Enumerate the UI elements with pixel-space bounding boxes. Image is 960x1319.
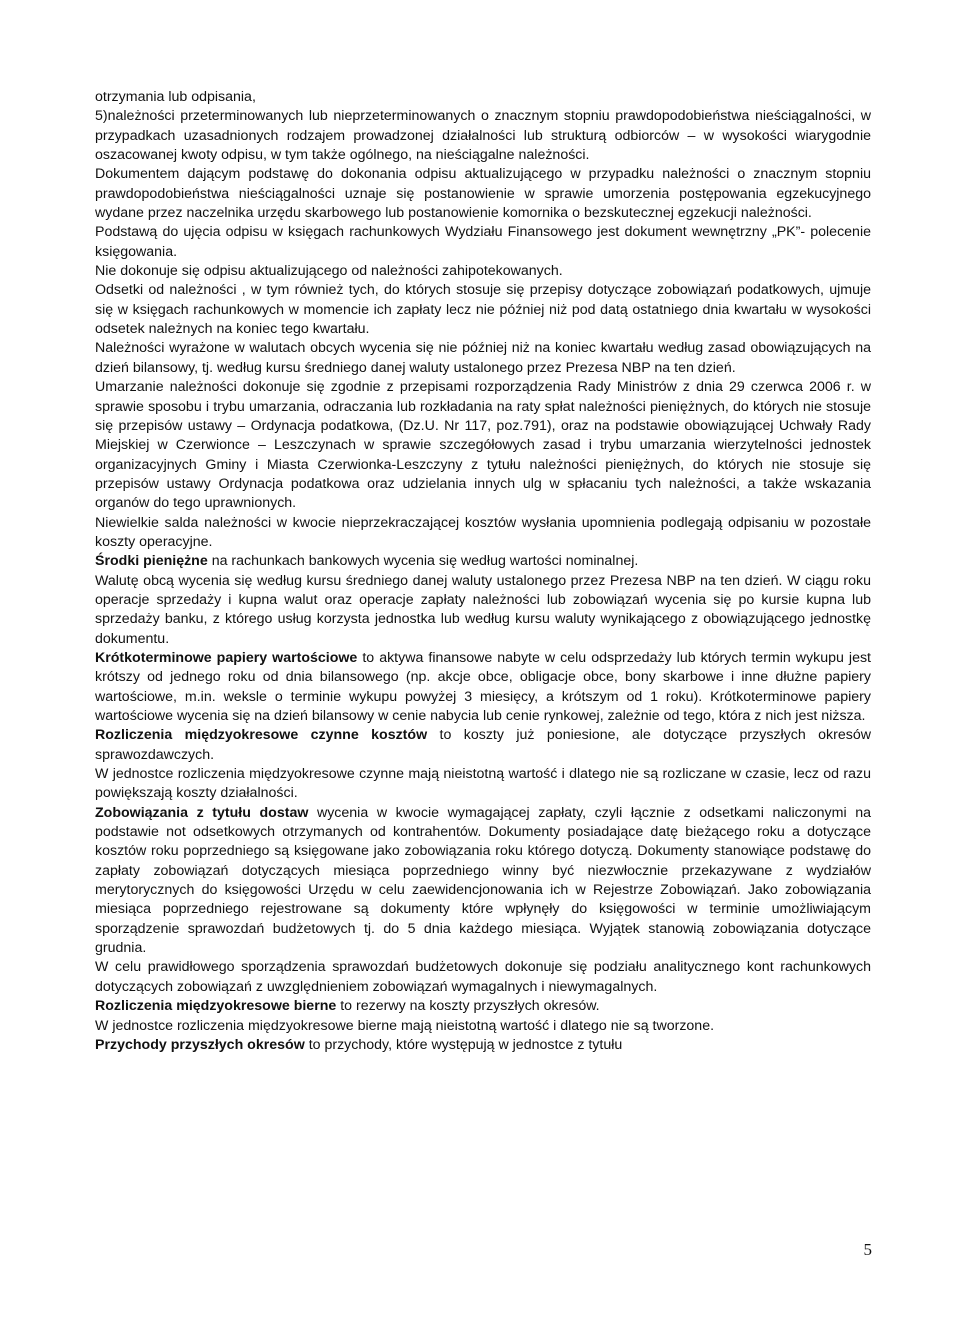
paragraph <box>95 726 871 765</box>
paragraph <box>95 514 871 553</box>
paragraph-text: Podstawą do ujęcia odpisu w księgach rachunkowych Wydziału Finansowego jest dokument wewnętrzny „PK”- polecenie księgowania. <box>95 224 871 260</box>
page-number: 5 <box>863 1240 872 1259</box>
paragraph <box>95 88 871 107</box>
paragraph <box>95 997 871 1016</box>
paragraph-lead: Rozliczenia międzyokresowe czynne kosztów <box>95 727 428 744</box>
paragraph <box>95 262 871 281</box>
paragraph-text: wycenia w kwocie wymagającej zapłaty, czyli łącznie z odsetkami naliczonymi na podstawie not odsetkowych otrzymanych od kontrahentów. Dokumenty posiadające datę bieżącego roku a dotyczące kosztów roku poprzedniego są księgowane jako zobowiązania roku którego dotyczą. Dokumenty stanowiące podstawę do zapłaty zobowiązań dotyczących miesiąca poprzedniego winny być niezwłocznie przekazywane z wydziałów merytorycznych do księgowości Urzędu w celu zaewidencjonowania ich w Rejestrze Zobowiązań. Jako zobowiązania miesiąca poprzedniego rejestrowane są dokumenty które wpłynęły do księgowości w terminie umożliwiającym sporządzenie sprawozdań budżetowych tj. do 5 dnia każdego miesiąca. Wyjątek stanowią zobowiązania dotyczące grudnia. <box>95 804 871 957</box>
paragraph <box>95 1017 871 1036</box>
paragraph-text: Walutę obcą wycenia się według kursu średniego danej waluty ustalonego przez Prezesa NBP na ten dzień. W ciągu roku operacje sprzedaży i kupna walut oraz operacje zapłaty należności lub zobowiązań wycenia się po kursie kupna lub sprzedaży banku, z którego usług korzysta jednostka lub według kursu waluty wynikającego z obowiązującego jednostkę dokumentu. <box>95 572 871 647</box>
paragraph <box>95 572 871 649</box>
paragraph-lead: Rozliczenia międzyokresowe bierne <box>95 998 337 1015</box>
paragraph-text: W jednostce rozliczenia międzyokresowe czynne mają nieistotną wartość i dlatego nie są rozliczane w czasie, lecz od razu powiększają koszty działalności. <box>95 766 871 802</box>
paragraph-text: W celu prawidłowego sporządzenia sprawozdań budżetowych dokonuje się podziału analitycznego kont rachunkowych dotyczących zobowiązań z uwzględnieniem zobowiązań wymagalnych i niewymagalnych. <box>95 959 871 995</box>
paragraph <box>95 107 871 165</box>
paragraph-text: Umarzanie należności dokonuje się zgodnie z przepisami rozporządzenia Rady Ministrów z dnia 29 czerwca 2006 r. w sprawie sposobu i trybu umarzania, odraczania lub rozkładania na raty spłat należności pieniężnych, do których nie stosuje się przepisów ustawy – Ordynacja podatkowa, (Dz.U. Nr 117, poz.791), oraz na podstawie obowiązującej Uchwały Rady Miejskiej w Czerwionce – Leszczynach w sprawie szczegółowych zasad i trybu umarzania wierzytelności jednostek organizacyjnych Gminy i Miasta Czerwionka-Leszczyny z tytułu należności pieniężnych, do których nie stosuje się przepisów ustawy Ordynacja podatkowa oraz udzielania innych ulg w spłacaniu tych należności, a także wskazania organów do tego uprawnionych. <box>95 379 871 512</box>
paragraph-text: W jednostce rozliczenia międzyokresowe bierne mają nieistotną wartość i dlatego nie są tworzone. <box>95 1017 715 1034</box>
paragraph <box>95 958 871 997</box>
paragraph-text: Niewielkie salda należności w kwocie nieprzekraczającej kosztów wysłania upomnienia podlegają odpisaniu w pozostałe koszty operacyjne. <box>95 514 871 550</box>
paragraph-text: Odsetki od należności , w tym również tych, do których stosuje się przepisy dotyczące zobowiązań podatkowych, ujmuje się w księgach rachunkowych w momencie ich zapłaty lecz nie później niż pod datą ostatniego dnia kwartału w wysokości odsetek należnych na koniec tego kwartału. <box>95 282 871 338</box>
paragraph <box>95 804 871 959</box>
paragraph <box>95 281 871 339</box>
paragraph-text: to aktywa finansowe nabyte w celu odsprzedaży lub których termin wykupu jest krótszy od jednego roku od dnia bilansowego (np. akcje obce, obligacje obce, bony skarbowe i inne dłużne papiery wartościowe, m.in. weksle o terminie wykupu powyżej 3 miesięcy, a krótszym od 1 roku). Krótkoterminowe papiery wartościowe wycenia się na dzień bilansowy w cenie nabycia lub cenie rynkowej, zależnie od tego, która z nich jest niższa. <box>95 649 871 724</box>
paragraph <box>95 552 871 571</box>
paragraph-text: Nie dokonuje się odpisu aktualizującego od należności zahipotekowanych. <box>95 263 563 280</box>
paragraph <box>95 649 871 726</box>
paragraph-lead: Przychody przyszłych okresów <box>95 1036 305 1053</box>
paragraph-lead: Środki pieniężne <box>95 553 208 570</box>
paragraph-text: to koszty już poniesione, ale dotyczące przyszłych okresów sprawozdawczych. <box>95 727 871 763</box>
paragraph <box>95 223 871 262</box>
paragraph <box>95 765 871 804</box>
paragraph-text: otrzymania lub odpisania, <box>95 89 256 105</box>
paragraph-text: 5)należności przeterminowanych lub nieprzeterminowanych o znacznym stopniu prawdopodobieństwa nieściągalności, w przypadkach uzasadnionych rodzajem prowadzonej działalności lub strukturą odbiorców – w wysokości wiarygodnie oszacowanej kwoty odpisu, w tym także ogólnego, na nieściągalne należności. <box>95 108 871 164</box>
paragraph-text: Należności wyrażone w walutach obcych wycenia się nie później niż na koniec kwartału według zasad obowiązujących na dzień bilansowy, tj. według kursu średniego danej waluty ustalonego przez Prezesa NBP na ten dzień. <box>95 340 871 376</box>
paragraph <box>95 339 871 378</box>
paragraph <box>95 1036 871 1055</box>
paragraph-lead: Zobowiązania z tytułu dostaw <box>95 804 309 821</box>
paragraph-text: to przychody, które występują w jednostce z tytułu <box>304 1036 623 1053</box>
paragraph <box>95 165 871 223</box>
paragraph-lead: Krótkoterminowe papiery wartościowe <box>95 649 358 666</box>
paragraph-text: na rachunkach bankowych wycenia się według wartości nominalnej. <box>207 553 639 570</box>
paragraph-text: Dokumentem dającym podstawę do dokonania odpisu aktualizującego w przypadku należności o znacznym stopniu prawdopodobieństwa nieściągalności uznaje się postanowienie w sprawie umorzenia postępowania egzekucyjnego wydane przez naczelnika urzędu skarbowego lub postanowienie komornika o bezskutecznej egzekucji należności. <box>95 166 871 222</box>
document-page <box>95 88 871 1055</box>
paragraph <box>95 378 871 513</box>
paragraph-text: to rezerwy na koszty przyszłych okresów. <box>336 998 600 1015</box>
